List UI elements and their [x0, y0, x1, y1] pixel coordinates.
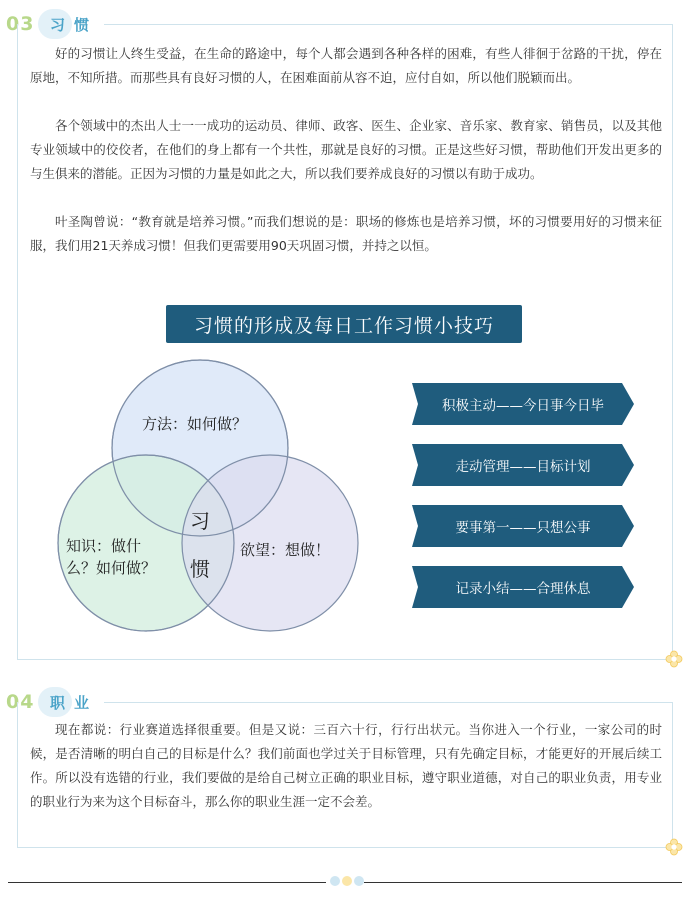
dot [330, 876, 340, 886]
footer-divider-right [364, 882, 682, 883]
habit-diagram [0, 300, 690, 640]
paragraph: 好的习惯让人终生受益，在生命的路途中，每个人都会遇到各种各样的困难，有些人徘徊于岔路的干扰，停在原地，不知所措。而那些具有良好习惯的人，在困难面前从容不迫，应付自如，所以他们脱颖而出。 [30, 46, 662, 85]
box-top-border [104, 24, 673, 25]
paragraph: 现在都说：行业赛道选择很重要。但是又说：三百六十行，行行出状元。当你进入一个行业，一家公司的时候，是否清晰的明白自己的目标是什么？我们前面也学过关于目标管理，只有先确定目标，才能更好的开展后续工作。所以没有选错的行业，我们要做的是给自己树立正确的职业目标，遵守职业道德，对自己的职业负责，用专业的职业行为来为这个目标奋斗，那么你的职业生涯一定不会差。 [30, 722, 662, 809]
section-title: 习惯 [50, 15, 99, 34]
paragraph: 各个领域中的杰出人士一一成功的运动员、律师、政客、医生、企业家、音乐家、教育家、销售员，以及其他专业领域中的佼佼者，在他们的身上都有一个共性，那就是良好的习惯。正是这些好习惯，帮助他们开发出更多的与生俱来的潜能。正因为习惯的力量是如此之大，所以我们要养成良好的习惯以有助于成功。 [30, 118, 662, 181]
tip-2 [412, 444, 634, 486]
venn-label-knowledge-2: 么？如何做？ [66, 559, 157, 577]
tip-text: 要事第一——只想公事 [455, 520, 591, 536]
tip-text: 记录小结——合理休息 [455, 581, 591, 597]
tip-text: 走动管理——目标计划 [455, 459, 591, 475]
section-title: 职业 [50, 693, 99, 712]
diagram-title: 习惯的形成及每日工作习惯小技巧 [166, 305, 522, 343]
venn-center-label-1: 习 [190, 509, 210, 533]
dot [342, 876, 352, 886]
paragraph: 叶圣陶曾说：“教育就是培养习惯。”而我们想说的是：职场的修炼也是培养习惯，坏的习惯要用好的习惯来征服，我们用21天养成习惯！但我们更需要用90天巩固习惯，并持之以恒。 [30, 214, 662, 253]
venn-label-method: 方法：如何做？ [142, 415, 248, 433]
footer-dots [330, 876, 364, 886]
venn-label-desire: 欲望：想做！ [240, 541, 331, 559]
section-number: 04 [6, 691, 35, 713]
tip-text: 积极主动——今日事今日毕 [442, 398, 604, 414]
box-top-border [104, 702, 673, 703]
venn-label-knowledge-1: 知识：做什 [66, 537, 142, 555]
tip-3 [412, 505, 634, 547]
flower-icon [665, 838, 683, 856]
footer-divider-left [8, 882, 326, 883]
flower-icon [665, 650, 683, 668]
venn-center-label-2: 惯 [190, 557, 210, 581]
dot [354, 876, 364, 886]
tip-1 [412, 383, 634, 425]
tip-4 [412, 566, 634, 608]
section-number: 03 [6, 13, 35, 35]
